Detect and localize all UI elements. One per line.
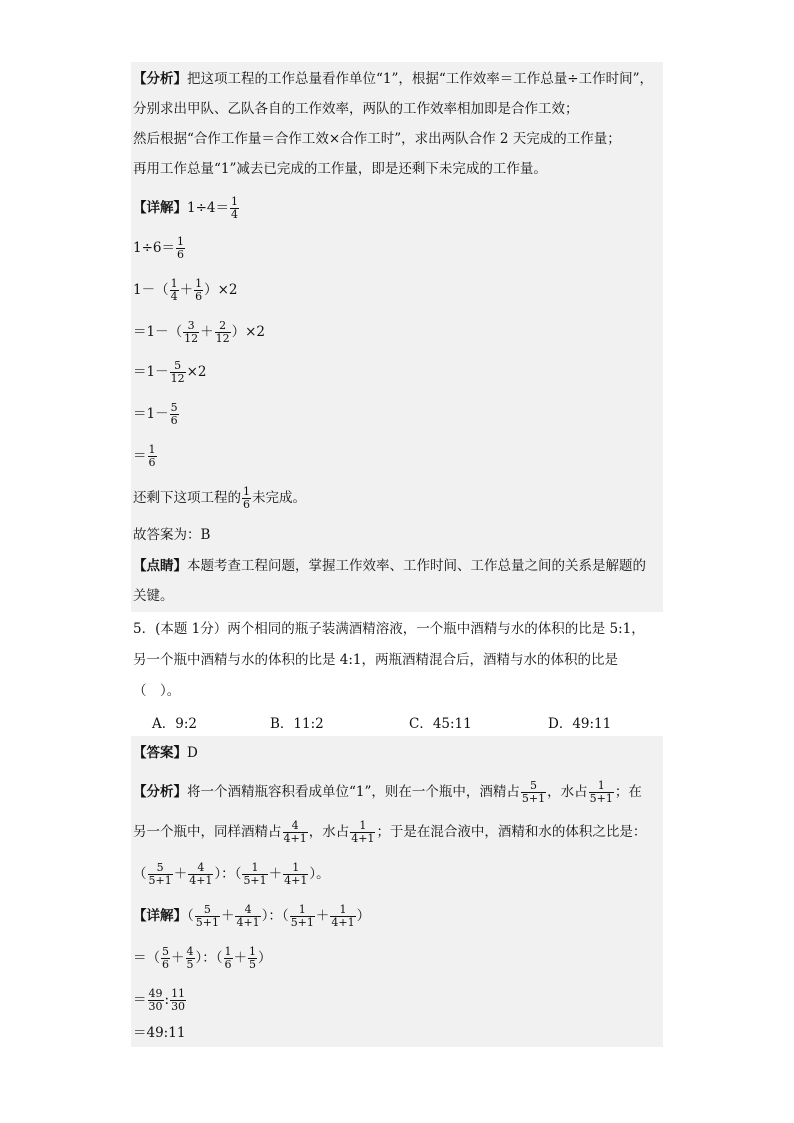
- fraction: [215, 320, 231, 345]
- analysis-line-4: 再用工作总量“1”减去已完成的工作量，即是还剩下未完成的工作量。: [133, 161, 547, 177]
- analysis5-line-2: 另一个瓶中，同样酒精占 $\frac{4}{4+1}$ ，水占 $\frac{1}{4+1}$ ；于是在混合液中，酒精和水的体积之比是：: [133, 819, 647, 845]
- question-line-2: 另一个瓶中酒精与水的体积的比是 4:1，两瓶酒精混合后，酒精与水的体积的比是: [133, 652, 619, 668]
- fraction-denominator: 4+1: [189, 874, 213, 887]
- option-a[interactable]: A．9:2: [152, 716, 197, 732]
- fraction-denominator: 4+1: [236, 916, 260, 929]
- analysis-line-2: 分别求出甲队、乙队各自的工作效率，两队的工作效率相加即是合作工效；: [133, 101, 579, 117]
- fraction: [242, 486, 251, 511]
- fraction-denominator: 30: [171, 1000, 186, 1013]
- detail-step-4: ＝1－（ $\frac{3}{12}$ ＋ $\frac{2}{12}$ ）×2: [133, 319, 265, 345]
- fraction-numerator: 1: [251, 861, 259, 874]
- fraction-denominator: 6: [170, 414, 178, 427]
- fraction-numerator: 1: [224, 945, 232, 958]
- fraction: [330, 904, 355, 929]
- fraction-denominator: 5+1: [243, 874, 267, 887]
- fraction: [170, 402, 179, 427]
- fraction: [242, 862, 267, 887]
- review-line-1: 【点睛】本题考查工程问题，掌握工作效率、工作时间、工作总量之间的关系是解题的: [133, 558, 646, 574]
- fraction-numerator: 1: [195, 277, 203, 290]
- answer-line: 故答案为：B: [133, 527, 211, 543]
- fraction: [283, 820, 308, 845]
- fraction: [224, 946, 233, 971]
- fraction: [176, 236, 185, 261]
- fraction-numerator: 1: [231, 195, 238, 208]
- fraction-denominator: 30: [148, 1000, 163, 1013]
- detail-step-2: 1÷6＝ $\frac{1}{6}$: [133, 235, 184, 261]
- fraction-numerator: 3: [187, 319, 195, 332]
- detail-step-6: ＝1－ $\frac{5}{6}$: [133, 401, 178, 427]
- question-line-3: （ ）。: [133, 683, 181, 699]
- fraction: [283, 862, 308, 887]
- fraction: [148, 988, 164, 1013]
- analysis5-line-3: （ $\frac{5}{5+1}$ ＋ $\frac{4}{4+1}$ ）：（ $\frac{1}{5+1}$ ＋ $\frac{1}{4+1}$ ）。: [133, 861, 330, 887]
- fraction: [350, 820, 375, 845]
- detail5-step-1: 【详解】（ $\frac{5}{5+1}$ ＋ $\frac{4}{4+1}$ ）：（ $\frac{1}{5+1}$ ＋ $\frac{1}{4+1}$ ）: [133, 903, 371, 929]
- option-c[interactable]: C．45:11: [409, 716, 472, 732]
- fraction-numerator: 5: [530, 779, 538, 792]
- fraction-denominator: 6: [177, 248, 184, 261]
- fraction: [148, 444, 157, 469]
- answer5-line: 【答案】D: [133, 745, 198, 761]
- fraction: [186, 946, 195, 971]
- fraction: [235, 904, 260, 929]
- fraction-numerator: 1: [177, 235, 184, 248]
- fraction-denominator: 5: [249, 958, 256, 971]
- fraction-denominator: 5+1: [290, 916, 314, 929]
- detail-step-1: 【详解】1÷4＝ $\frac{1}{4}$: [133, 195, 238, 221]
- fraction-denominator: 4+1: [284, 874, 308, 887]
- fraction-numerator: 1: [292, 861, 300, 874]
- fraction-numerator: 1: [249, 945, 256, 958]
- fraction-numerator: 5: [174, 359, 182, 372]
- option-b[interactable]: B．11:2: [270, 716, 324, 732]
- fraction-denominator: 6: [162, 958, 169, 971]
- question-line-1: 5．(本题 1分）两个相同的瓶子装满酒精溶液，一个瓶中酒精与水的体积的比是 5:1，: [133, 621, 645, 637]
- fraction: [195, 904, 220, 929]
- fraction-numerator: 1: [597, 779, 605, 792]
- analysis-tag: 【分析】: [133, 71, 187, 87]
- fraction-numerator: 1: [170, 277, 178, 290]
- answer5-tag: 【答案】: [133, 745, 187, 761]
- fraction: [183, 320, 199, 345]
- fraction-denominator: 12: [184, 332, 199, 345]
- fraction-denominator: 6: [243, 498, 250, 511]
- fraction-numerator: 5: [156, 861, 164, 874]
- fraction-numerator: 4: [186, 945, 194, 958]
- detail5-step-3: ＝ $\frac{49}{30}$ : $\frac{11}{30}$: [133, 987, 186, 1013]
- fraction: [194, 278, 203, 303]
- fraction-numerator: 4: [244, 903, 252, 916]
- fraction: [521, 780, 546, 805]
- fraction: [290, 904, 315, 929]
- detail5-tag: 【详解】: [133, 908, 187, 924]
- fraction-denominator: 5+1: [521, 792, 546, 805]
- option-d[interactable]: D．49:11: [548, 716, 612, 732]
- fraction-denominator: 4+1: [351, 832, 375, 845]
- detail5-step-4: ＝49:11: [133, 1025, 186, 1041]
- review-line-2: 关键。: [133, 588, 174, 604]
- fraction-numerator: 2: [219, 319, 227, 332]
- analysis5-line-1: 【分析】将一个酒精瓶容积看成单位“1”，则在一个瓶中，酒精占 $\frac{5}{5+1}$ ，水占 $\frac{1}{5+1}$ ；在: [133, 779, 642, 805]
- fraction: [188, 862, 213, 887]
- fraction-numerator: 1: [148, 443, 156, 456]
- analysis5-tag: 【分析】: [133, 784, 187, 800]
- fraction-denominator: 4+1: [331, 916, 355, 929]
- analysis-line-1: 【分析】把这项工程的工作总量看作单位“1”，根据“工作效率＝工作总量÷工作时间”，: [133, 71, 654, 87]
- fraction: [161, 946, 170, 971]
- fraction-numerator: 5: [162, 945, 169, 958]
- fraction-numerator: 5: [170, 401, 178, 414]
- detail-step-7: ＝ $\frac{1}{6}$: [133, 443, 156, 469]
- fraction-denominator: 12: [170, 372, 185, 385]
- fraction: [589, 780, 614, 805]
- fraction-denominator: 12: [215, 332, 230, 345]
- analysis-line-3: 然后根据“合作工作量＝合作工效×合作工时”，求出两队合作 2 天完成的工作量；: [133, 131, 621, 147]
- detail-step-3: 1－（ $\frac{1}{4}$ ＋ $\frac{1}{6}$ ）×2: [133, 277, 238, 303]
- fraction-denominator: 5+1: [589, 792, 613, 805]
- fraction-numerator: 1: [243, 485, 250, 498]
- fraction-denominator: 5: [186, 958, 194, 971]
- fraction-denominator: 4: [170, 290, 178, 303]
- fraction: [170, 278, 179, 303]
- fraction-denominator: 6: [148, 456, 156, 469]
- fraction: [248, 946, 257, 971]
- fraction-denominator: 6: [195, 290, 203, 303]
- detail-step-5: ＝1－ $\frac{5}{12}$ ×2: [133, 359, 207, 385]
- fraction-denominator: 4: [231, 208, 238, 221]
- fraction-numerator: 1: [298, 903, 306, 916]
- detail5-step-2: ＝（ $\frac{5}{6}$ ＋ $\frac{4}{5}$ ）：（ $\frac{1}{6}$ ＋ $\frac{1}{5}$ ）: [133, 945, 272, 971]
- fraction-denominator: 5+1: [195, 916, 219, 929]
- fraction-numerator: 5: [203, 903, 211, 916]
- fraction-numerator: 49: [148, 987, 163, 1000]
- detail-tag: 【详解】: [133, 200, 187, 216]
- fraction-numerator: 4: [197, 861, 205, 874]
- detail-conclusion: 还剩下这项工程的 $\frac{1}{6}$ 未完成。: [133, 485, 306, 511]
- fraction: [230, 196, 239, 221]
- review-tag: 【点睛】: [133, 558, 187, 574]
- fraction-numerator: 1: [339, 903, 347, 916]
- fraction: [170, 360, 186, 385]
- fraction: [148, 862, 173, 887]
- fraction-denominator: 4+1: [283, 832, 307, 845]
- fraction-numerator: 4: [291, 819, 299, 832]
- fraction-numerator: 1: [359, 819, 367, 832]
- fraction: [170, 988, 186, 1013]
- fraction-numerator: 11: [171, 987, 186, 1000]
- fraction-denominator: 5+1: [148, 874, 172, 887]
- fraction-denominator: 6: [224, 958, 232, 971]
